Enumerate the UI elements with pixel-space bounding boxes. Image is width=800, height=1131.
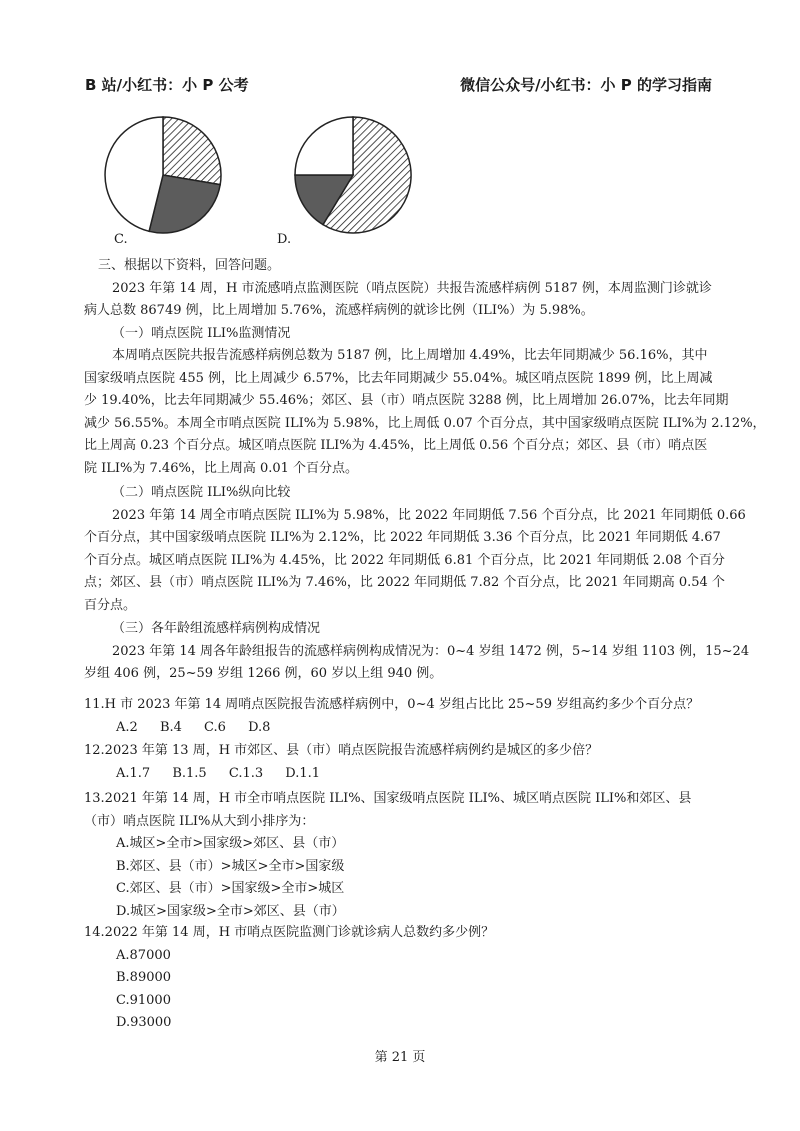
option-c[interactable]: C.91000 [116, 992, 171, 1008]
question-stem: 11.H 市 2023 年第 14 周哨点医院报告流感样病例中，0~4 岁组占比比 25~59 岁组高约多少个百分点？ [84, 697, 700, 712]
part2-line: 个百分点。城区哨点医院 ILI%为 4.45%，比 2022 年同期低 6.81 个百分点，比 2021 年同期低 2.08 个百分 [84, 552, 725, 568]
option-c[interactable]: C.1.3 [228, 765, 264, 781]
option-d[interactable]: D.1.1 [285, 765, 321, 781]
question-options [84, 763, 724, 786]
option-b[interactable]: B.4 [159, 719, 182, 735]
question-14 [84, 922, 724, 1035]
option-c[interactable]: C.郊区、县（市）>国家级>全市>城区 [116, 881, 345, 896]
question-stem: 13.2021 年第 14 周，H 市全市哨点医院 ILI%、国家级哨点医院 ILI%、城区哨点医院 ILI%和郊区、县 [84, 791, 692, 806]
header-right: 微信公众号/小红书：小 P 的学习指南 [460, 76, 712, 94]
option-a[interactable]: A.87000 [116, 947, 171, 963]
question-stem: （市）哨点医院 ILI%从大到小排序为： [84, 813, 315, 829]
pie-charts [100, 112, 460, 252]
question-11 [84, 694, 724, 739]
section3-intro [84, 255, 766, 480]
question-stem: 12.2023 年第 13 周，H 市郊区、县（市）哨点医院报告流感样病例约是城区的多少倍？ [84, 743, 599, 758]
header-left: B 站/小红书：小 P 公考 [85, 76, 249, 94]
pie-c [105, 117, 221, 233]
part1-title: （一）哨点医院 ILI%监测情况 [112, 325, 291, 341]
page-number: 第 21 页 [374, 1050, 426, 1065]
part1-line: 减少 56.55%。本周全市哨点医院 ILI%为 5.98%，比上周低 0.07 个百分点，其中国家级哨点医院 ILI%为 2.12%， [84, 415, 766, 431]
pie-c-hatched-slice [163, 117, 221, 185]
part2-line: 点；郊区、县（市）哨点医院 ILI%为 7.46%，比 2022 年同期低 7.82 个百分点，比 2021 年同期高 0.54 个 [84, 575, 725, 590]
pie-d [295, 117, 411, 233]
intro-line: 病人总数 86749 例，比上周增加 5.76%，流感样病例的就诊比例（ILI%）为 5.98%。 [84, 303, 594, 318]
pie-d-white-slice [295, 117, 353, 175]
part3-title: （三）各年龄组流感样病例构成情况 [112, 621, 321, 636]
part3-line: 2023 年第 14 周各年龄组报告的流感样病例构成情况为：0~4 岁组 1472 例，5~14 岁组 1103 例，15~24 [112, 643, 750, 659]
option-a[interactable]: A.2 [116, 719, 138, 735]
part2-line: 个百分点，其中国家级哨点医院 ILI%为 2.12%，比 2022 年同期低 3.36 个百分点，比 2021 年同期低 4.67 [84, 530, 721, 545]
option-b[interactable]: B.89000 [116, 970, 172, 985]
option-b[interactable]: B.1.5 [172, 765, 207, 781]
section3-part2 [84, 482, 746, 617]
part2-line: 2023 年第 14 周全市哨点医院 ILI%为 5.98%，比 2022 年同期低 7.56 个百分点，比 2021 年同期低 0.66 [112, 507, 746, 523]
pie-option-d-label: D. [277, 232, 292, 247]
part1-line: 院 ILI%为 7.46%，比上周高 0.01 个百分点。 [84, 460, 359, 476]
intro-line: 2023 年第 14 周，H 市流感哨点监测医院（哨点医院）共报告流感样病例 5187 例，本周监测门诊就诊 [112, 280, 712, 296]
option-a[interactable]: A.城区>全市>国家级>郊区、县（市） [116, 836, 345, 851]
part1-line: 比上周高 0.23 个百分点。城区哨点医院 ILI%为 4.45%，比上周低 0.56 个百分点；郊区、县（市）哨点医 [84, 438, 708, 453]
option-c[interactable]: C.6 [204, 719, 226, 735]
question-options [84, 717, 724, 740]
part1-line: 本周哨点医院共报告流感样病例总数为 5187 例，比上周增加 4.49%，比去年同期减少 56.16%，其中 [112, 348, 708, 363]
option-d[interactable]: D.93000 [116, 1015, 172, 1030]
option-d[interactable]: D.城区>国家级>全市>郊区、县（市） [116, 903, 345, 919]
part1-line: 少 19.40%，比去年同期减少 55.46%；郊区、县（市）哨点医院 3288 例，比上周增加 26.07%，比去年同期 [84, 393, 729, 408]
section3-title: 三、根据以下资料，回答问题。 [98, 258, 281, 273]
option-b[interactable]: B.郊区、县（市）>城区>全市>国家级 [116, 858, 345, 874]
pie-option-c-label: C. [114, 232, 128, 247]
section3-part3 [84, 618, 750, 686]
part3-line: 岁组 406 例，25~59 岁组 1266 例，60 岁以上组 940 例。 [84, 666, 443, 681]
part2-title: （二）哨点医院 ILI%纵向比较 [112, 485, 291, 500]
option-d[interactable]: D.8 [248, 719, 271, 735]
part1-line: 国家级哨点医院 455 例，比上周减少 6.57%，比去年同期减少 55.04%。城区哨点医院 1899 例，比上周减 [84, 370, 713, 386]
question-13 [84, 788, 724, 923]
question-12 [84, 740, 724, 785]
part2-line: 百分点。 [84, 597, 137, 613]
question-stem: 14.2022 年第 14 周，H 市哨点医院监测门诊就诊病人总数约多少例？ [84, 925, 495, 940]
option-a[interactable]: A.1.7 [116, 765, 151, 781]
pie-options [100, 112, 460, 252]
